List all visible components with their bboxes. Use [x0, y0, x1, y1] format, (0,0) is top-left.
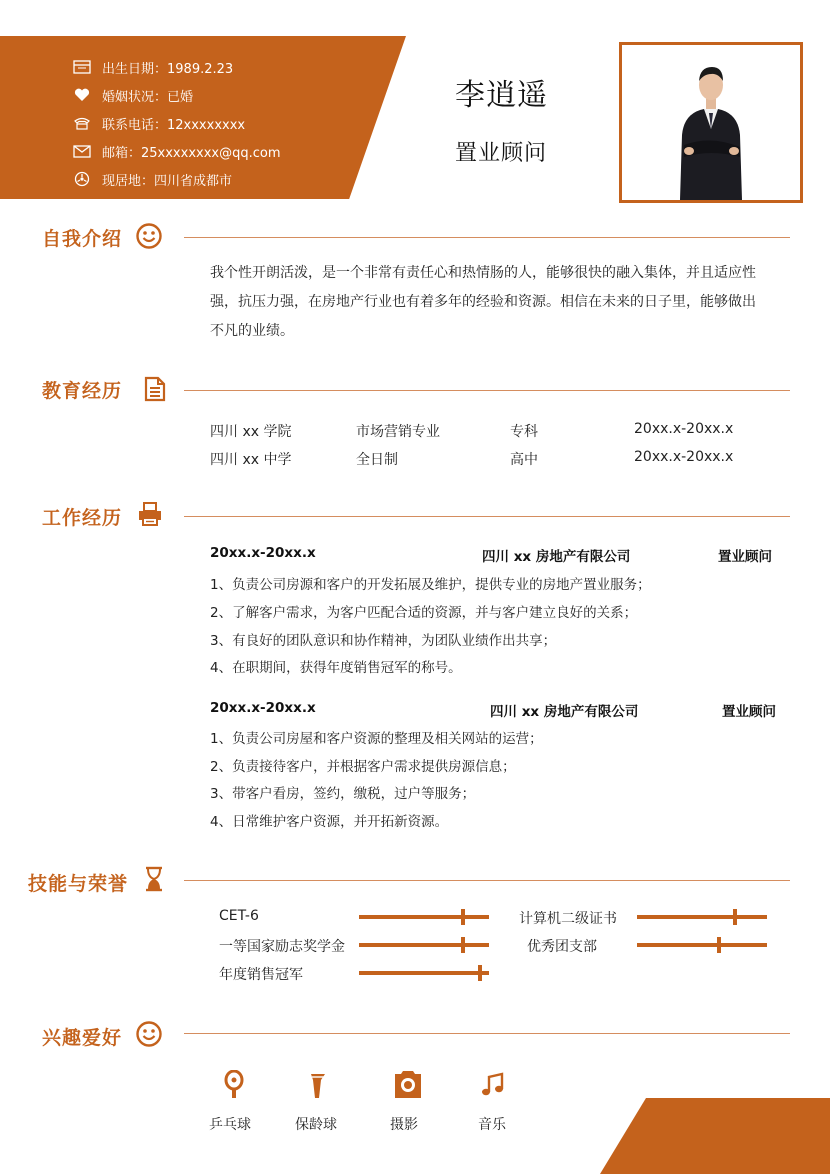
location-icon	[72, 169, 92, 189]
skill-bar	[359, 915, 489, 919]
intro-line: 强，抗压力强，在房地产行业也有着多年的经验和资源。相信在未来的日子里，能够做出	[210, 294, 756, 310]
skill-name: 计算机二级证书	[519, 911, 617, 927]
ping-pong-icon	[220, 1070, 248, 1100]
hobby-label: 乒乓球	[209, 1117, 251, 1133]
job-duty: 1、负责公司房屋和客户资源的整理及相关网站的运营；	[210, 731, 543, 747]
edu-school: 四川 xx 学院	[210, 424, 292, 440]
section-divider	[184, 880, 790, 881]
corner-decoration	[600, 1098, 830, 1174]
job-position: 置业顾问	[722, 704, 776, 720]
job-duty: 3、有良好的团队意识和协作精神，为团队业绩作出共享；	[210, 633, 557, 649]
section-title-work: 工作经历	[42, 507, 123, 529]
skill-name: 年度销售冠军	[219, 967, 303, 983]
section-divider	[184, 237, 790, 238]
job-position: 置业顾问	[718, 549, 772, 565]
intro-line: 不凡的业绩。	[210, 323, 294, 339]
hobby-label: 保龄球	[295, 1117, 337, 1133]
info-birthdate	[72, 56, 233, 78]
section-divider	[184, 390, 790, 391]
skill-bar	[637, 915, 767, 919]
skill-level-marker	[478, 965, 482, 981]
skill-bar	[359, 971, 489, 975]
job-duty: 1、负责公司房源和客户的开发拓展及维护，提供专业的房地产置业服务；	[210, 577, 651, 593]
edu-degree: 高中	[510, 452, 538, 468]
info-text: 婚姻状况：已婚	[102, 89, 194, 105]
candidate-title: 置业顾问	[455, 141, 548, 166]
mail-icon	[72, 141, 92, 161]
hobby-label: 摄影	[390, 1117, 418, 1133]
music-icon	[480, 1072, 506, 1098]
profile-photo	[619, 42, 803, 203]
section-title-skills: 技能与荣誉	[28, 873, 129, 895]
edu-period: 20xx.x-20xx.x	[634, 421, 734, 437]
hourglass-icon	[140, 865, 168, 893]
candidate-name: 李逍遥	[455, 78, 548, 113]
phone-icon	[72, 113, 92, 133]
document-icon	[141, 375, 169, 403]
edu-degree: 专科	[510, 424, 538, 440]
intro-text	[210, 259, 756, 346]
smile-icon	[135, 1020, 163, 1048]
job-period: 20xx.x-20xx.x	[210, 700, 316, 716]
info-text: 出生日期：1989.2.23	[102, 61, 234, 77]
intro-line: 我个性开朗活泼，是一个非常有责任心和热情肠的人，能够很快的融入集体，并且适应性	[210, 265, 756, 281]
skill-level-marker	[461, 937, 465, 953]
job-duty: 2、负责接待客户，并根据客户需求提供房源信息；	[210, 759, 516, 775]
smile-icon	[135, 222, 163, 250]
job-duty: 4、在职期间，获得年度销售冠军的称号。	[210, 660, 462, 676]
job-company: 四川 xx 房地产有限公司	[490, 704, 639, 720]
info-text: 联系电话：12xxxxxxxx	[102, 117, 246, 133]
skill-name: 一等国家励志奖学金	[219, 939, 345, 955]
edu-school: 四川 xx 中学	[210, 452, 292, 468]
skill-bar	[637, 943, 767, 947]
info-location	[72, 168, 232, 190]
job-company: 四川 xx 房地产有限公司	[482, 549, 631, 565]
person-portrait-icon	[622, 45, 800, 200]
skill-name: 优秀团支部	[527, 939, 597, 955]
edu-major: 全日制	[356, 452, 398, 468]
section-title-education: 教育经历	[42, 380, 123, 402]
skill-name: CET-6	[219, 908, 259, 924]
heart-icon	[72, 85, 92, 105]
hobby-label: 音乐	[478, 1117, 506, 1133]
section-divider	[184, 516, 790, 517]
job-duty: 3、带客户看房，签约，缴税，过户等服务；	[210, 786, 476, 802]
edu-period: 20xx.x-20xx.x	[634, 449, 734, 465]
info-text: 现居地：四川省成都市	[102, 173, 233, 189]
skill-level-marker	[733, 909, 737, 925]
skill-bar	[359, 943, 489, 947]
info-email	[72, 140, 281, 162]
calendar-icon	[72, 57, 92, 77]
job-period: 20xx.x-20xx.x	[210, 545, 316, 561]
section-title-hobbies: 兴趣爱好	[42, 1027, 123, 1049]
section-title-intro: 自我介绍	[42, 228, 123, 250]
job-duty: 2、了解客户需求，为客户匹配合适的资源，并与客户建立良好的关系；	[210, 605, 638, 621]
info-text: 邮箱：25xxxxxxxx@qq.com	[102, 145, 281, 161]
info-phone	[72, 112, 245, 134]
edu-major: 市场营销专业	[356, 424, 440, 440]
skill-level-marker	[717, 937, 721, 953]
skill-level-marker	[461, 909, 465, 925]
job-duty: 4、日常维护客户资源，并开拓新资源。	[210, 814, 449, 830]
bowling-icon	[304, 1070, 332, 1100]
info-marital	[72, 84, 193, 106]
section-divider	[184, 1033, 790, 1034]
camera-icon	[392, 1070, 424, 1100]
printer-icon	[136, 500, 164, 528]
